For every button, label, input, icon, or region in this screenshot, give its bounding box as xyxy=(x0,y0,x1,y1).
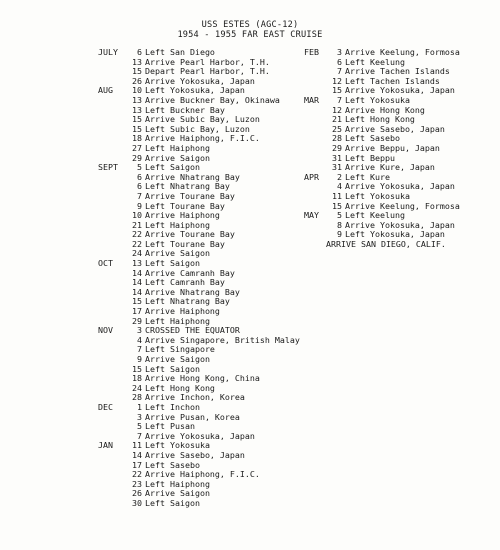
entry-day: 5 xyxy=(137,421,142,432)
entry-text: Left Saigon xyxy=(145,162,200,173)
entry-day: 9 xyxy=(337,229,342,240)
entry-text: Arrive Haiphong, F.I.C. xyxy=(145,469,260,480)
entry-text: Arrive Keelung, Formosa xyxy=(345,200,460,211)
entry-text: Arrive Sasebo, Japan xyxy=(345,123,445,134)
entry-day: 31 xyxy=(332,162,342,173)
entry-text: Arrive Singapore, British Malay xyxy=(145,334,300,345)
entry-text: Left Saigon xyxy=(145,258,200,269)
entry-day: 29 xyxy=(132,315,142,326)
entry-text: Arrive Yokosuka, Japan xyxy=(145,430,255,441)
entry-text: Arrive Nhatrang Bay xyxy=(145,286,240,297)
entry-day: 21 xyxy=(132,219,142,230)
entry-day: 13 xyxy=(132,56,142,67)
entry-day: 6 xyxy=(137,47,142,57)
entry-day: 29 xyxy=(332,142,342,153)
entry-text: Arrive Haiphong xyxy=(145,306,220,317)
entry-text: Left Saigon xyxy=(145,363,200,374)
entry-day: 10 xyxy=(132,210,142,221)
entry-text: Left Hong Kong xyxy=(145,382,215,393)
entry-text: Arrive Tourane Bay xyxy=(145,190,235,201)
entry-month: JAN xyxy=(98,440,113,451)
entry-day: 5 xyxy=(337,210,342,221)
entry-text: Arrive Tourane Bay xyxy=(145,229,235,240)
entry-text: Depart Pearl Harbor, T.H. xyxy=(145,66,270,77)
entry-day: 4 xyxy=(337,181,342,192)
entry-day: 11 xyxy=(132,440,142,451)
entry-text: Left Keelung xyxy=(345,210,405,221)
entry-day: 7 xyxy=(137,430,142,441)
entry-day: 15 xyxy=(132,296,142,307)
entry-text: Arrive Keelung, Formosa xyxy=(345,47,460,57)
entry-text: Left Tachen Islands xyxy=(345,75,440,86)
entry-day: 17 xyxy=(132,459,142,470)
entry-month: OCT xyxy=(98,258,113,269)
entry-day: 7 xyxy=(137,190,142,201)
entry-day: 24 xyxy=(132,382,142,393)
entry-day: 6 xyxy=(137,171,142,182)
entry-day: 1 xyxy=(137,401,142,412)
entry-text: Left Yokosuka, Japan xyxy=(145,85,245,96)
entry-day: 27 xyxy=(132,142,142,153)
entry-month: JULY xyxy=(98,47,118,57)
entry-day: 11 xyxy=(332,190,342,201)
entry-day: 22 xyxy=(132,229,142,240)
entry-day: 7 xyxy=(137,344,142,355)
entry-text: Left Haiphong xyxy=(145,142,210,153)
entry-day: 15 xyxy=(132,114,142,125)
entry-text: Left Pusan xyxy=(145,421,195,432)
entry-day: 8 xyxy=(337,219,342,230)
entry-text: Left Haiphong xyxy=(145,478,210,489)
entry-day: 13 xyxy=(132,94,142,105)
entry-text: Left Sasebo xyxy=(345,133,400,144)
entry-text: Left Kure xyxy=(345,171,390,182)
entry-month: MAY xyxy=(304,210,319,221)
entry-text: Arrive Saigon xyxy=(145,152,210,163)
entry-text: Left Tourane Bay xyxy=(145,238,225,249)
entry-text: Arrive Buckner Bay, Okinawa xyxy=(145,94,280,105)
entry-text: Left Subic Bay, Luzon xyxy=(145,123,250,134)
entry-day: 29 xyxy=(132,152,142,163)
entry-day: 7 xyxy=(337,66,342,77)
entry-text: Arrive Saigon xyxy=(145,488,210,499)
entry-day: 22 xyxy=(132,469,142,480)
entry-text: Arrive Yokosuka, Japan xyxy=(345,219,455,230)
entry-text: Left Yokosuka, Japan xyxy=(345,229,445,240)
entry-day: 28 xyxy=(132,392,142,403)
entry-day: 15 xyxy=(332,85,342,96)
entry-text: Arrive Subic Bay, Luzon xyxy=(145,114,260,125)
entry-month: DEC xyxy=(98,401,113,412)
entry-text: Left San Diego xyxy=(145,47,215,57)
entry-text: Left Haiphong xyxy=(145,219,210,230)
entry-day: 24 xyxy=(132,248,142,259)
entry-month: AUG xyxy=(98,85,113,96)
entry-day: 9 xyxy=(137,200,142,211)
entry-text: Left Yokosuka xyxy=(345,94,410,105)
entry-text: Arrive Pusan, Korea xyxy=(145,411,240,422)
entry-text: Left Yokosuka xyxy=(145,440,210,451)
entry-text: Left Nhatrang Bay xyxy=(145,181,230,192)
entry-day: 13 xyxy=(132,258,142,269)
entry-text: Arrive Beppu, Japan xyxy=(345,142,440,153)
entry-day: 14 xyxy=(132,286,142,297)
entry-text: Arrive Yokosuka, Japan xyxy=(345,85,455,96)
document-title: USS ESTES (AGC-12) xyxy=(201,20,299,30)
entry-text: Left Beppu xyxy=(345,152,395,163)
entry-day: 17 xyxy=(132,306,142,317)
document-subtitle: 1954 - 1955 FAR EAST CRUISE xyxy=(177,30,323,40)
entry-month: SEPT xyxy=(98,162,118,173)
entry-month: APR xyxy=(304,171,319,182)
entry-text: Left Camranh Bay xyxy=(145,277,225,288)
entry-day: 14 xyxy=(132,267,142,278)
entry-text: Arrive Camranh Bay xyxy=(145,267,235,278)
entry-text: Arrive Saigon xyxy=(145,354,210,364)
entry-day: 15 xyxy=(332,200,342,211)
entry-day: 15 xyxy=(132,66,142,77)
entry-text: Arrive Hong Kong xyxy=(345,104,425,115)
entry-day: 3 xyxy=(137,411,142,422)
entry-text: Arrive Yokosuka, Japan xyxy=(345,181,455,192)
entry-text: Left Sasebo xyxy=(145,459,200,470)
entry-text: Arrive Hong Kong, China xyxy=(145,373,260,384)
entry-day: 9 xyxy=(137,354,142,364)
entry-text: Arrive Nhatrang Bay xyxy=(145,171,240,182)
entry-day: 6 xyxy=(337,56,342,67)
entry-month: NOV xyxy=(98,325,113,336)
entry-text: Left Tourane Bay xyxy=(145,200,225,211)
entry-text: Left Inchon xyxy=(145,401,200,412)
entry-day: 30 xyxy=(132,497,142,508)
entry-day: 3 xyxy=(337,47,342,57)
entry-day: 12 xyxy=(332,104,342,115)
entry-text: Left Nhatrang Bay xyxy=(145,296,230,307)
entry-text: Left Saigon xyxy=(145,497,200,508)
entry-day: 25 xyxy=(332,123,342,134)
entry-text: Arrive Inchon, Korea xyxy=(145,392,245,403)
entry-day: 23 xyxy=(132,478,142,489)
entry-text: Left Yokosuka xyxy=(345,190,410,201)
entry-day: 18 xyxy=(132,373,142,384)
entry-text: Arrive Yokosuka, Japan xyxy=(145,75,255,86)
entry-day: 6 xyxy=(137,181,142,192)
entry-text: Left Buckner Bay xyxy=(145,104,225,115)
entry-text: Arrive Kure, Japan xyxy=(345,162,435,173)
entry-text: Arrive Haiphong xyxy=(145,210,220,221)
entry-text: Left Singapore xyxy=(145,344,215,355)
entry-month: FEB xyxy=(304,47,319,57)
entry-text: Left Hong Kong xyxy=(345,114,415,125)
entry-day: 4 xyxy=(137,334,142,345)
entry-day: 22 xyxy=(132,238,142,249)
entry-day: 26 xyxy=(132,75,142,86)
entry-day: 10 xyxy=(132,85,142,96)
entry-day: 13 xyxy=(132,104,142,115)
entry-day: 15 xyxy=(132,363,142,374)
entry-month: MAR xyxy=(304,94,319,105)
entry-day: 7 xyxy=(337,94,342,105)
entry-day: 15 xyxy=(132,123,142,134)
entry-day: 12 xyxy=(332,75,342,86)
entry-day: 14 xyxy=(132,277,142,288)
entry-text: CROSSED THE EQUATOR xyxy=(145,325,240,336)
entry-text: Arrive Sasebo, Japan xyxy=(145,449,245,460)
entry-text: ARRIVE SAN DIEGO, CALIF. xyxy=(326,238,446,249)
entry-day: 31 xyxy=(332,152,342,163)
entry-text: Left Haiphong xyxy=(145,315,210,326)
entry-text: Arrive Saigon xyxy=(145,248,210,259)
entry-day: 28 xyxy=(332,133,342,144)
entry-day: 21 xyxy=(332,114,342,125)
entry-text: Left Keelung xyxy=(345,56,405,67)
entry-text: Arrive Tachen Islands xyxy=(345,66,450,77)
entry-day: 18 xyxy=(132,133,142,144)
entry-day: 5 xyxy=(137,162,142,173)
entry-text: Arrive Pearl Harbor, T.H. xyxy=(145,56,270,67)
entry-day: 14 xyxy=(132,449,142,460)
entry-day: 2 xyxy=(337,171,342,182)
entry-text: Arrive Haiphong, F.I.C. xyxy=(145,133,260,144)
entry-day: 3 xyxy=(137,325,142,336)
entry-day: 26 xyxy=(132,488,142,499)
